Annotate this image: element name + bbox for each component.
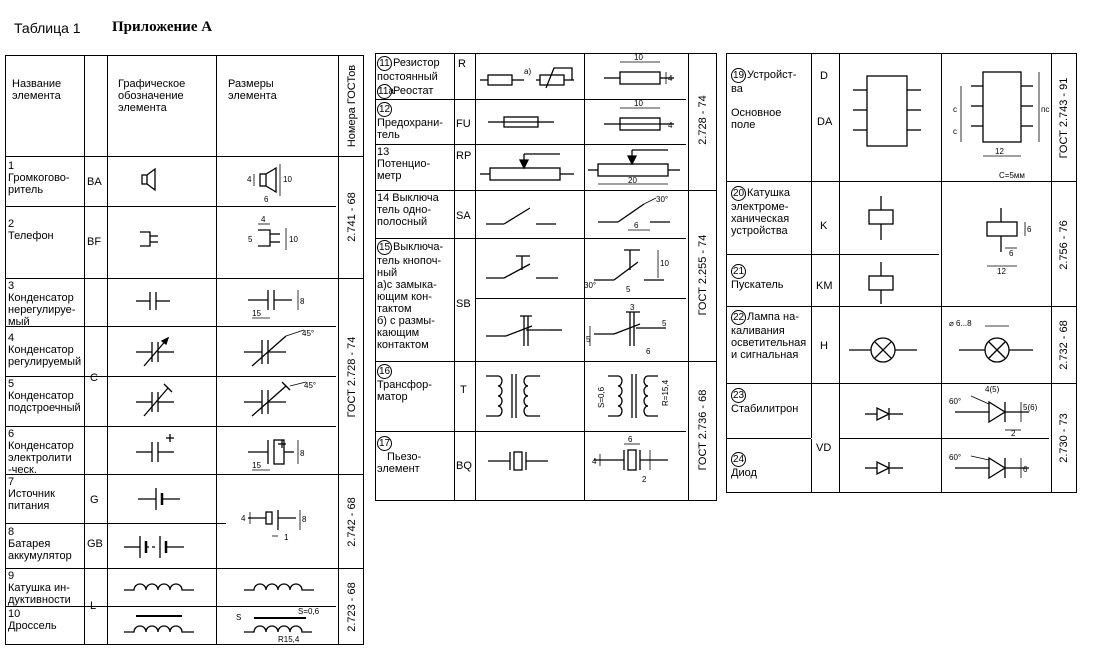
row-resistor: 11 Резистор постоянный [377, 57, 440, 83]
code-l: L [90, 600, 97, 612]
piezo-symbol [488, 446, 558, 476]
table-1 [5, 55, 364, 645]
potentiometer-dims [588, 146, 684, 188]
fuse-dims [600, 100, 686, 142]
table-3 [726, 53, 1077, 493]
row-phone: 2 Телефон [8, 218, 54, 242]
code-da: DA [817, 116, 833, 128]
svg-text:R=15,4: R=15,4 [661, 379, 670, 406]
fuse-symbol [488, 110, 568, 134]
svg-text:10: 10 [634, 53, 643, 62]
svg-text:S=0,6: S=0,6 [298, 607, 320, 616]
svg-text:4: 4 [241, 514, 246, 523]
row-rheostat: 11аРеостат [378, 85, 434, 97]
inductor-dims [242, 576, 318, 600]
battery-symbol [122, 532, 192, 562]
code-k: K [820, 220, 828, 232]
gost-2741: 2.741 - 68 [346, 192, 358, 242]
gost-2743: ГОСТ 2.743 - 91 [1058, 77, 1070, 159]
speaker-symbol [138, 166, 168, 196]
svg-text:6: 6 [264, 195, 269, 204]
svg-text:6: 6 [1027, 225, 1032, 234]
code-rp: RP [456, 150, 472, 162]
row-zener: 23 Стабилитрон [731, 390, 799, 415]
device-dims [945, 62, 1049, 182]
svg-text:8: 8 [300, 297, 305, 306]
lamp-dims [945, 316, 1045, 376]
svg-text:6: 6 [1023, 465, 1028, 474]
gost-2723: 2.723 - 68 [346, 582, 358, 632]
code-r: R [458, 58, 466, 70]
row-speaker: 1 Громкогово- ритель [8, 160, 70, 196]
svg-text:с: с [953, 105, 957, 114]
row-power-source: 7 Источник питания [8, 476, 55, 512]
push-switch-nc-dims [586, 302, 684, 358]
row-transformer: 16 Трансфор- матор [377, 366, 432, 403]
col-symbol-header: Графическое обозначение элемента [118, 78, 186, 114]
transformer-dims [592, 368, 682, 424]
code-sb: SB [456, 298, 471, 310]
capacitor-trimmer-symbol [134, 384, 182, 420]
svg-text:6: 6 [628, 435, 633, 444]
svg-text:2: 2 [1011, 429, 1016, 438]
relay-coil-dims [977, 204, 1047, 276]
svg-text:5: 5 [626, 285, 631, 294]
svg-text:6: 6 [634, 221, 639, 230]
svg-text:10: 10 [634, 99, 643, 108]
gost-2728: ГОСТ 2.728 - 74 [346, 336, 358, 418]
speaker-dims [246, 158, 306, 206]
power-source-dims [238, 496, 318, 546]
svg-text:15: 15 [252, 461, 261, 470]
svg-text:6: 6 [1009, 249, 1014, 258]
row-cap-var: 4 Конденсатор регулируемый [8, 332, 82, 368]
gost-2736: ГОСТ 2.736 - 68 [697, 389, 709, 471]
starter-symbol [863, 260, 903, 306]
potentiometer-symbol [480, 148, 584, 184]
capacitor-electrolytic-dims [238, 432, 310, 476]
svg-text:⌀ 6...8: ⌀ 6...8 [949, 319, 972, 328]
svg-text:1: 1 [284, 533, 289, 542]
code-bf: BF [87, 236, 102, 248]
zener-symbol [863, 402, 913, 426]
row-push-switch: 15 Выключа- тель кнопоч- ный а)с замыка- ющим кон- тактом б) с размы- кающим контактом [377, 241, 444, 351]
transformer-symbol [482, 370, 562, 422]
svg-text:45°: 45° [304, 381, 317, 390]
telephone-symbol [136, 224, 168, 252]
svg-text:4: 4 [261, 215, 266, 224]
svg-text:8: 8 [300, 449, 305, 458]
svg-text:10: 10 [283, 175, 292, 184]
svg-text:а): а) [524, 67, 532, 76]
capacitor-electrolytic-symbol [134, 432, 180, 466]
svg-text:пс: пс [1041, 105, 1050, 114]
capacitor-trimmer-dims [240, 378, 320, 420]
code-t: T [460, 384, 467, 396]
relay-coil-symbol [863, 194, 903, 244]
row-lamp: 22 Лампа на- каливания осветительная и сигнальная [731, 311, 807, 361]
row-starter: 21 Пускатель [731, 266, 784, 291]
code-sa: SA [456, 210, 471, 222]
power-source-symbol [136, 484, 184, 514]
code-gb: GB [87, 538, 103, 550]
gost-2255: ГОСТ 2.255 - 74 [697, 234, 709, 316]
telephone-dims [244, 216, 304, 260]
capacitor-variable-dims [240, 328, 320, 370]
gost-2730: 2.730 - 73 [1058, 413, 1070, 463]
col-dims-header: Размеры элемента [228, 78, 277, 102]
choke-dims [234, 608, 328, 644]
code-fu: FU [456, 118, 471, 130]
code-g: G [90, 494, 99, 506]
svg-text:4: 4 [668, 74, 673, 83]
capacitor-fixed-dims [238, 284, 308, 324]
code-km: KM [816, 280, 833, 292]
svg-text:12: 12 [997, 267, 1006, 276]
push-switch-nc-symbol [486, 310, 576, 352]
capacitor-variable-symbol [134, 334, 182, 370]
svg-text:5(6): 5(6) [1023, 403, 1038, 412]
gost-2732: 2.732 - 68 [1058, 320, 1070, 370]
row-devices: 19 Устройст- ва Основное поле [731, 69, 797, 131]
inductor-symbol [122, 576, 198, 600]
svg-text:60°: 60° [949, 397, 962, 406]
row-potentiometer: 13 Потенцио- метр [377, 146, 431, 182]
svg-text:4(5): 4(5) [985, 385, 1000, 394]
svg-text:4: 4 [592, 457, 597, 466]
piezo-dims [590, 435, 686, 488]
choke-symbol [122, 612, 198, 642]
svg-text:S=0,6: S=0,6 [597, 386, 606, 408]
row-battery: 8 Батарея аккумулятор [8, 526, 72, 562]
svg-text:45°: 45° [302, 329, 315, 338]
code-vd: VD [816, 442, 832, 454]
code-c: C [90, 372, 98, 384]
svg-text:R15,4: R15,4 [278, 635, 300, 644]
switch-dims [598, 192, 684, 236]
resistor-symbol [480, 62, 580, 92]
svg-text:4: 4 [668, 121, 673, 130]
svg-text:3: 3 [630, 303, 635, 312]
table-label: Таблица 1 [14, 20, 81, 36]
lamp-symbol [847, 330, 923, 370]
row-fuse: 12 Предохрани- тель [377, 104, 443, 141]
svg-text:20: 20 [628, 176, 637, 185]
svg-text:с: с [953, 127, 957, 136]
svg-text:2: 2 [642, 475, 647, 484]
row-inductor: 9 Катушка ин- дуктивности [8, 570, 71, 606]
svg-text:15: 15 [252, 309, 261, 318]
gost-2742: 2.742 - 68 [346, 497, 358, 547]
svg-text:12: 12 [995, 147, 1004, 156]
diode-dims [945, 450, 1049, 490]
svg-text:30°: 30° [656, 195, 669, 204]
row-relay-coil: 20 Катушка электроме- ханическая устройства [731, 187, 790, 237]
push-switch-no-dims [584, 240, 684, 296]
appendix-title: Приложение А [112, 19, 213, 35]
code-d: D [820, 70, 828, 82]
capacitor-fixed-symbol [134, 288, 174, 314]
svg-text:60°: 60° [949, 453, 962, 462]
gost-2728-t2: 2.728 - 74 [697, 95, 709, 145]
switch-symbol [486, 202, 576, 230]
svg-text:5: 5 [586, 335, 591, 344]
code-h: H [820, 340, 828, 352]
code-bq: BQ [456, 460, 472, 472]
svg-text:10: 10 [660, 259, 669, 268]
svg-text:4: 4 [247, 175, 252, 184]
row-choke: 10 Дроссель [8, 608, 57, 632]
svg-text:6: 6 [646, 347, 651, 356]
row-diode: 24 Диод [731, 454, 757, 479]
push-switch-no-symbol [486, 248, 576, 288]
zener-dims [945, 386, 1049, 438]
row-cap-fixed: 3 Конденсатор нерегулируе- мый [8, 280, 76, 328]
table-2 [375, 53, 717, 501]
row-cap-electrolytic: 6 Конденсатор электролити -ческ. [8, 428, 74, 476]
svg-text:30°: 30° [584, 281, 597, 290]
device-symbol [847, 72, 927, 156]
svg-text:S: S [236, 613, 242, 622]
diode-symbol [863, 456, 913, 480]
svg-text:8: 8 [302, 515, 307, 524]
row-cap-trim: 5 Конденсатор подстроечный [8, 378, 81, 414]
gost-2756: 2.756 - 76 [1058, 220, 1070, 270]
col-name-header: Название элемента [12, 78, 62, 102]
row-piezo: 17 Пьезо- элемент [377, 438, 422, 475]
code-ba: BA [87, 176, 102, 188]
svg-text:5: 5 [662, 319, 667, 328]
col-gost-header: Номера ГОСТов [346, 64, 358, 148]
svg-text:С=5мм: С=5мм [999, 171, 1025, 180]
svg-text:10: 10 [289, 235, 298, 244]
resistor-dims [600, 53, 686, 96]
row-switch: 14 Выключа тель одно- полосный [377, 192, 439, 228]
svg-text:5: 5 [248, 235, 253, 244]
